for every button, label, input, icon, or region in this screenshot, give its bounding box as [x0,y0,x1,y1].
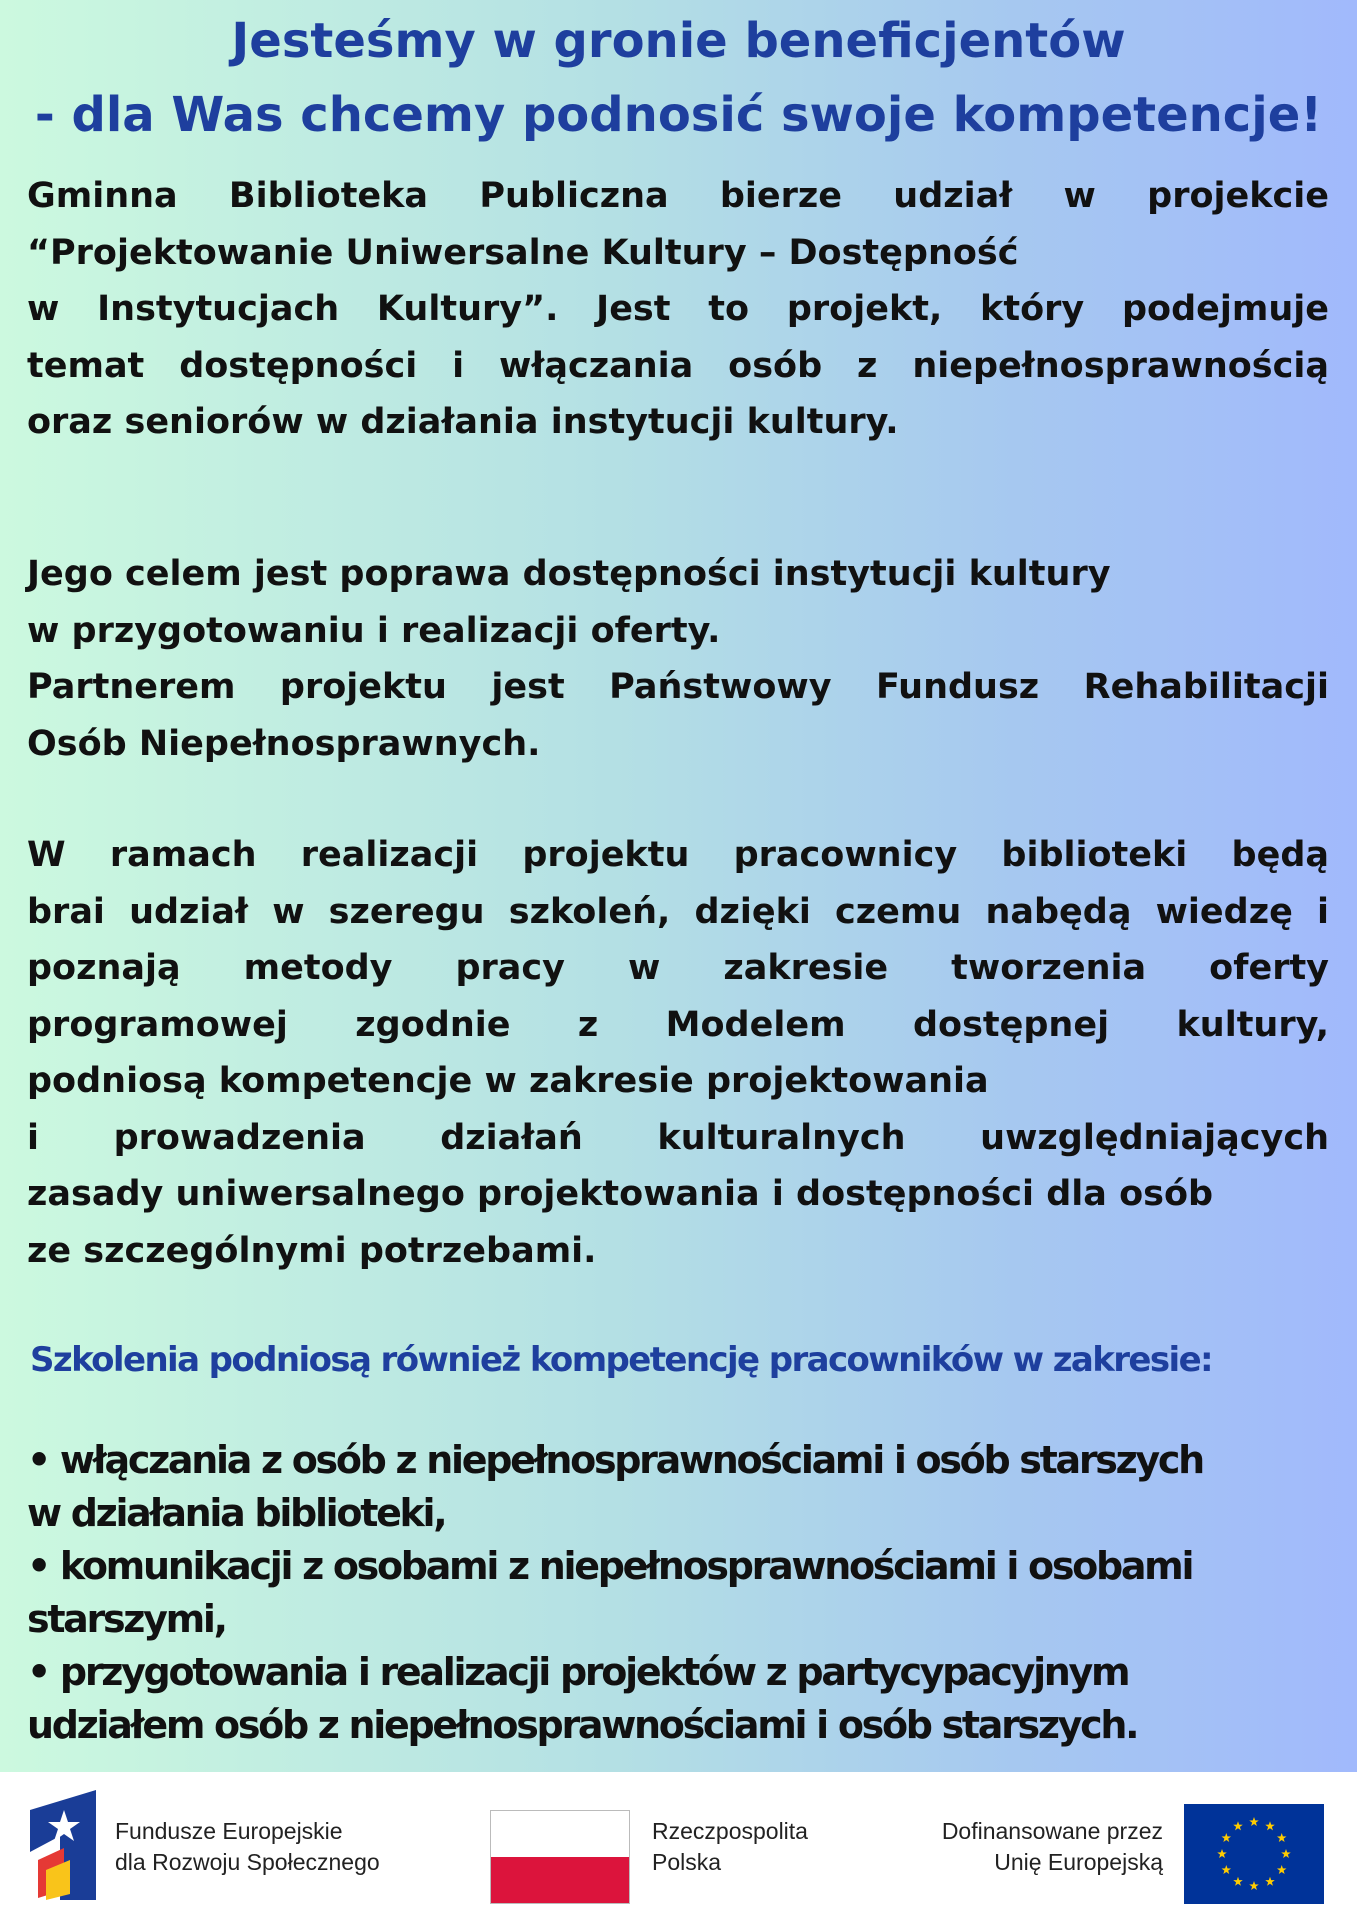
list-item-continuation: w działania biblioteki, [27,1491,446,1535]
text-line: W ramach realizacji projektu pracownicy biblioteki będą [27,835,1329,875]
eu-line-2: Unię Europejską [994,1849,1163,1875]
polish-flag-icon [490,1810,630,1904]
text-line: w przygotowaniu i realizacji oferty. [27,610,721,651]
training-subheading: Szkolenia podniosą również kompetencję pracowników w zakresie: [30,1340,1213,1380]
european-funds-logo-icon [30,1790,96,1900]
paragraph-project-intro [27,168,1329,451]
poland-line-2: Polska [652,1849,722,1875]
text-line: podniosą kompetencje w zakresie projektowania [27,1061,989,1101]
text-line: Jego celem jest poprawa dostępności instytucji kultury [27,554,1111,594]
list-item: • komunikacji z osobami z niepełnosprawnościami i osobami [27,1544,1193,1588]
paragraph-training-scope [27,827,1329,1279]
text-line: Osób Niepełnosprawnych. [27,723,541,764]
eu-line-1: Dofinansowane przez [941,1818,1163,1844]
text-line: poznają metody pracy w zakresie tworzenia oferty [27,948,1329,988]
text-line: brai udział w szeregu szkoleń, dzięki czemu nabędą wiedzę i [27,891,1329,932]
text-line: oraz seniorów w działania instytucji kultury. [27,402,899,442]
bullet-list [27,1434,1337,1752]
european-funds-line-1: Fundusze Europejskie [115,1818,343,1844]
list-item: • włączania z osób z niepełnosprawnościami i osób starszych [27,1438,1203,1482]
text-line: Partnerem projektu jest Państwowy Fundusz Rehabilitacji [27,667,1329,707]
eu-cofinanced-label [890,1816,1163,1878]
text-line: “Projektowanie Uniwersalne Kultury – Dostępność [27,232,1019,273]
text-line: temat dostępności i włączania osób z niepełnosprawnością [27,345,1329,386]
title-line-1: Jesteśmy w gronie beneficjentów [231,13,1126,69]
republic-of-poland-label [652,1816,808,1878]
european-funds-line-2: dla Rozwoju Społecznego [115,1849,380,1875]
page-title [0,4,1357,152]
text-line: Gminna Biblioteka Publiczna bierze udział w projekcie [27,176,1329,216]
text-line: zasady uniwersalnego projektowania i dostępności dla osób [27,1174,1214,1214]
text-line: programowej zgodnie z Modelem dostępnej kultury, [27,1004,1329,1045]
title-line-2: - dla Was chcemy podnosić swoje kompetencje! [34,87,1323,143]
text-line: i prowadzenia działań kulturalnych uwzględniających [27,1117,1329,1158]
list-item-continuation: udziałem osób z niepełnosprawnościami i osób starszych. [27,1703,1138,1747]
funding-footer [0,1772,1357,1920]
european-funds-label [115,1816,380,1878]
eu-flag-icon [1184,1804,1324,1904]
list-item: • przygotowania i realizacji projektów z partycypacyjnym [27,1650,1129,1694]
poland-line-1: Rzeczpospolita [652,1818,808,1844]
paragraph-project-goal [27,546,1329,772]
text-line: ze szczególnymi potrzebami. [27,1230,597,1271]
list-item-continuation: starszymi, [27,1597,226,1641]
text-line: w Instytucjach Kultury”. Jest to projekt, który podejmuje [27,289,1329,329]
